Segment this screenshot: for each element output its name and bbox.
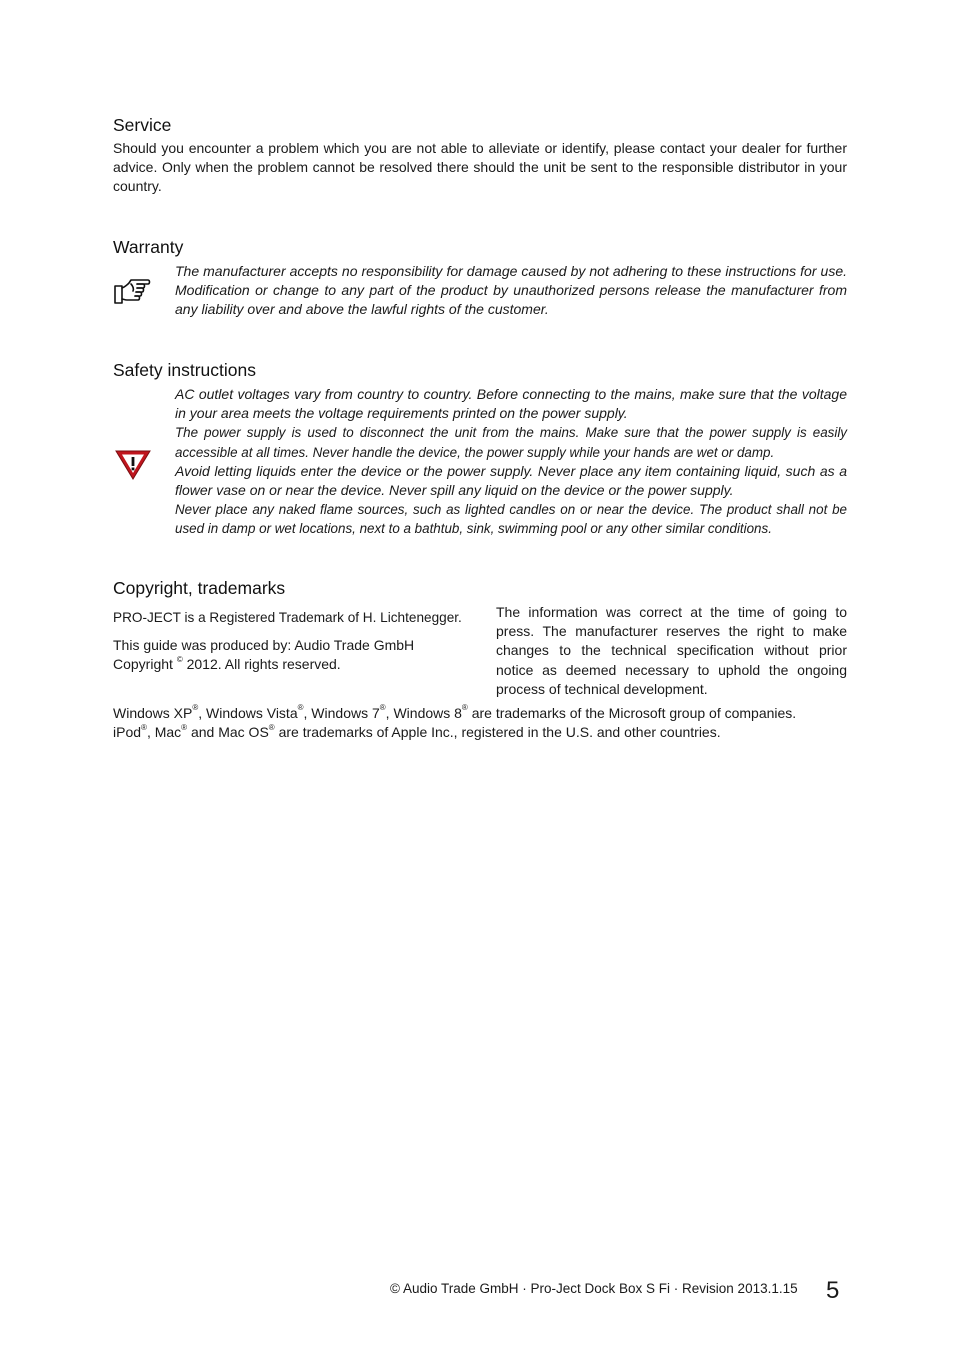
copyright-symbol: © xyxy=(176,654,183,664)
service-text: Should you encounter a problem which you are not able to alleviate or identify, please contact your dealer for further advice. Only when the problem cannot be resolved there should the unit be sent to the responsible distributor in your country. xyxy=(113,140,847,195)
warranty-heading: Warranty xyxy=(113,237,184,257)
copyright-right-column xyxy=(496,602,847,699)
ms-item: Windows 8 xyxy=(393,705,462,721)
apple-trademarks: iPod®, Mac® and Mac OS® are trademarks of Apple Inc., registered in the U.S. and other countries. xyxy=(113,722,721,741)
warranty-text: The manufacturer accepts no responsibility for damage caused by not adhering to these instructions for use. Modification or change to any part of the product by unauthorized persons release the manufacturer from any liability over and above the lawful rights of the customer. xyxy=(175,263,847,318)
safety-heading: Safety instructions xyxy=(113,360,256,380)
registered-mark: ® xyxy=(297,703,304,713)
apple-and: and xyxy=(190,724,215,741)
warning-triangle-icon xyxy=(114,448,152,487)
registered-mark: ® xyxy=(268,722,275,732)
apple-suffix: are trademarks of Apple Inc., registered in the U.S. and other countries. xyxy=(278,724,721,741)
warranty-section xyxy=(113,236,847,320)
safety-p4: Never place any naked flame sources, such as lighted candles on or near the device. The product shall not be used in damp or wet locations, next to a bathtub, sink, swimming pool or any other similar conditions. xyxy=(175,502,847,537)
apple-item: iPod xyxy=(113,724,142,741)
trademarks-block xyxy=(113,704,847,742)
ms-item: Windows XP xyxy=(113,705,193,721)
produced-by-line: This guide was produced by: Audio Trade GmbH xyxy=(113,637,415,654)
registered-mark: ® xyxy=(181,722,188,732)
ms-item: Windows Vista xyxy=(206,705,298,721)
copyright-suffix: 2012. All rights reserved. xyxy=(186,656,341,673)
service-heading: Service xyxy=(113,115,172,135)
safety-p3: Avoid letting liquids enter the device or the power supply. Never place any item containing liquid, such as a flower vase on or near the device. Never spill any liquid on the device or the power supply. xyxy=(175,462,847,499)
safety-section xyxy=(113,359,847,539)
copyright-columns xyxy=(113,602,847,702)
registered-mark: ® xyxy=(192,703,199,713)
pointing-hand-icon xyxy=(113,277,153,312)
microsoft-trademarks: Windows XP®, Windows Vista®, Windows 7®, Windows 8® are trademarks of the Microsoft group of companies. xyxy=(113,703,797,721)
copyright-heading: Copyright, trademarks xyxy=(113,578,286,598)
copyright-heading-block xyxy=(113,577,847,599)
copyright-prefix: Copyright xyxy=(113,656,173,673)
registered-mark: ® xyxy=(461,703,468,713)
ms-suffix: are trademarks of the Microsoft group of companies. xyxy=(471,705,797,721)
copyright-left-column xyxy=(113,602,488,675)
service-section xyxy=(113,114,847,197)
page-number: 5 xyxy=(826,1277,840,1304)
registered-mark: ® xyxy=(141,722,147,732)
ms-item: Windows 7 xyxy=(311,705,380,721)
safety-p2: The power supply is used to disconnect the unit from the mains. Make sure that the power supply is easily accessible at all times. Never handle the device, the power supply while your hands are wet or damp. xyxy=(175,425,847,460)
apple-item: Mac OS xyxy=(218,724,269,741)
safety-p1: AC outlet voltages vary from country to country. Before connecting to the mains, make sure that the voltage in your area meets the voltage requirements printed on the power supply. xyxy=(175,386,847,422)
registered-mark: ® xyxy=(379,703,386,713)
copyright-line xyxy=(113,655,488,674)
info-text: The information was correct at the time of going to press. The manufacturer reserves the right to make changes to the technical specification without prior notice as deemed necessary to uphold the ongoing process of technical development. xyxy=(496,604,847,697)
apple-item: Mac xyxy=(154,724,182,741)
page-footer: © Audio Trade GmbH · Pro-Ject Dock Box S Fi · Revision 2013.1.15 xyxy=(390,1281,798,1296)
trademark-line: PRO-JECT is a Registered Trademark of H. Lichtenegger. xyxy=(113,610,462,625)
